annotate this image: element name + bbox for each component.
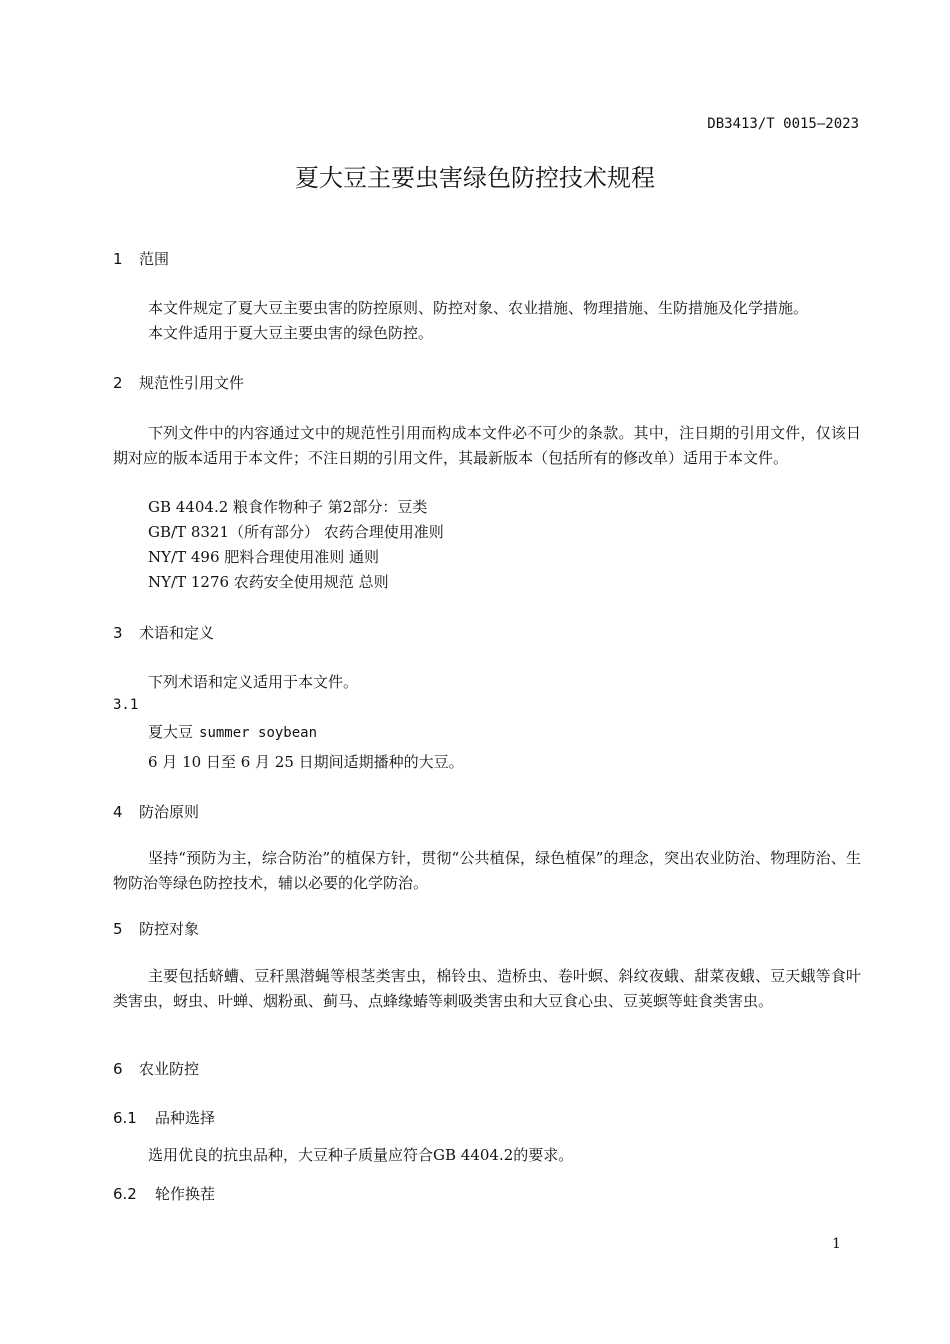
term-english: summer soybean bbox=[199, 725, 318, 741]
section-2-heading bbox=[113, 372, 244, 393]
document-code: DB3413/T 0015—2023 bbox=[707, 116, 859, 132]
reference-item: NY/T 1276 农药安全使用规范 总则 bbox=[148, 573, 389, 591]
section-1-heading bbox=[113, 248, 169, 269]
section-number: 3 bbox=[113, 624, 123, 642]
section-title: 防控对象 bbox=[139, 920, 200, 938]
section-title: 农业防控 bbox=[139, 1060, 200, 1078]
term-definition: 6 月 10 日至 6 月 25 日期间适期播种的大豆。 bbox=[148, 753, 464, 771]
section-title: 防治原则 bbox=[139, 803, 200, 821]
section-5-heading bbox=[113, 918, 199, 939]
section-4-heading bbox=[113, 801, 199, 822]
section-6-heading bbox=[113, 1058, 199, 1079]
page-number: 1 bbox=[832, 1236, 841, 1252]
subsection-6-2-heading bbox=[113, 1183, 215, 1204]
reference-item: GB 4404.2 粮食作物种子 第2部分：豆类 bbox=[148, 498, 428, 516]
paragraph: 本文件适用于夏大豆主要虫害的绿色防控。 bbox=[148, 324, 434, 342]
section-number: 1 bbox=[113, 250, 123, 268]
document-title: 夏大豆主要虫害绿色防控技术规程 bbox=[295, 164, 655, 192]
section-number: 4 bbox=[113, 803, 123, 821]
subsection-number: 6.2 bbox=[113, 1185, 137, 1203]
term-chinese: 夏大豆 bbox=[148, 723, 194, 741]
paragraph: 本文件规定了夏大豆主要虫害的防控原则、防控对象、农业措施、物理措施、生防措施及化学措施。 bbox=[148, 299, 809, 317]
term-number: 3.1 bbox=[113, 697, 139, 713]
reference-item: GB/T 8321（所有部分） 农药合理使用准则 bbox=[148, 523, 444, 541]
paragraph: 下列术语和定义适用于本文件。 bbox=[148, 673, 359, 691]
paragraph: 下列文件中的内容通过文中的规范性引用而构成本文件必不可少的条款。其中，注日期的引用文件，仅该日期对应的版本适用于本文件；不注日期的引用文件，其最新版本（包括所有的修改单）适用于本文件。 bbox=[113, 424, 861, 467]
section-title: 范围 bbox=[139, 250, 170, 268]
section-title: 术语和定义 bbox=[139, 624, 215, 642]
subsection-title: 轮作换茬 bbox=[155, 1185, 216, 1203]
paragraph: 选用优良的抗虫品种，大豆种子质量应符合GB 4404.2的要求。 bbox=[148, 1146, 574, 1164]
section-3-heading bbox=[113, 622, 214, 643]
subsection-title: 品种选择 bbox=[155, 1109, 216, 1127]
section-number: 6 bbox=[113, 1060, 123, 1078]
reference-item: NY/T 496 肥料合理使用准则 通则 bbox=[148, 548, 380, 566]
subsection-6-1-heading bbox=[113, 1107, 215, 1128]
section-number: 5 bbox=[113, 920, 123, 938]
section-title: 规范性引用文件 bbox=[139, 374, 245, 392]
paragraph: 主要包括蛴螬、豆秆黑潜蝇等根茎类害虫，棉铃虫、造桥虫、卷叶螟、斜纹夜蛾、甜菜夜蛾、豆天蛾等食叶类害虫，蚜虫、叶蝉、烟粉虱、蓟马、点蜂缘蝽等刺吸类害虫和大豆食心虫、豆荚螟等蛀食类害虫。 bbox=[113, 967, 861, 1010]
section-number: 2 bbox=[113, 374, 123, 392]
paragraph: 坚持“预防为主，综合防治”的植保方针，贯彻“公共植保，绿色植保”的理念，突出农业防治、物理防治、生物防治等绿色防控技术，辅以必要的化学防治。 bbox=[113, 849, 861, 892]
subsection-number: 6.1 bbox=[113, 1109, 137, 1127]
term-entry bbox=[148, 721, 317, 742]
